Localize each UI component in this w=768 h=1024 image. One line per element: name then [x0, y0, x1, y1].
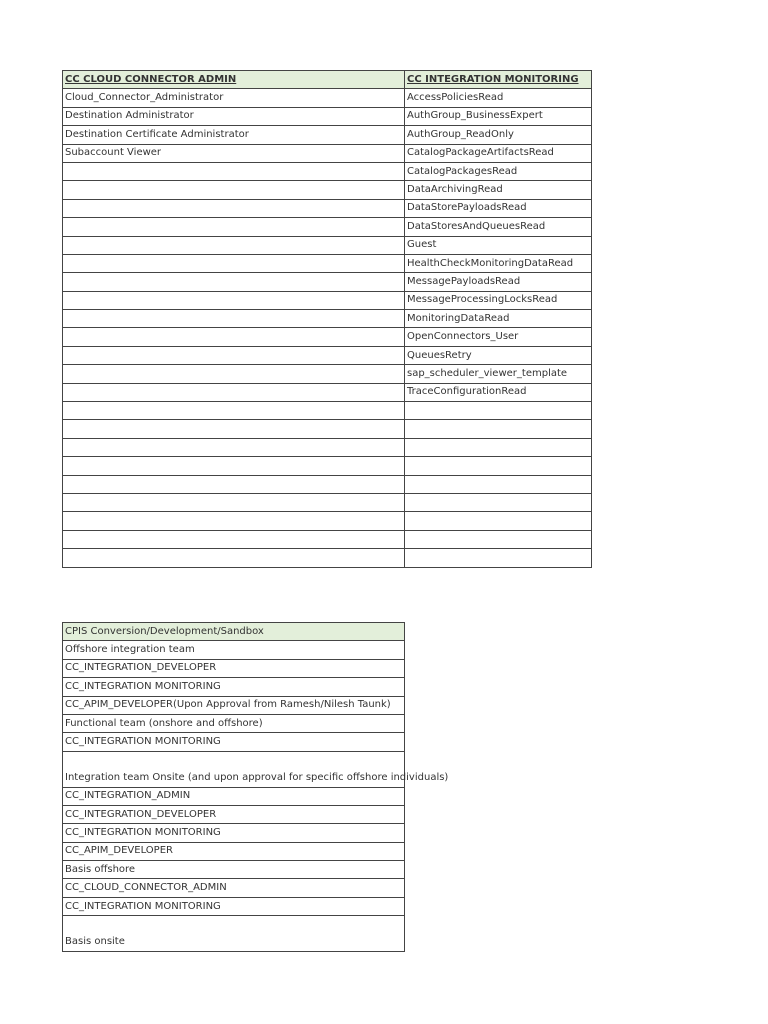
monitoring-role-cell: QueuesRetry — [405, 346, 592, 364]
table-row — [63, 273, 592, 291]
table-row — [63, 493, 592, 511]
monitoring-role-cell: AccessPoliciesRead — [405, 89, 592, 107]
monitoring-role-cell: AuthGroup_ReadOnly — [405, 126, 592, 144]
cloud-connector-role-cell — [63, 512, 405, 530]
environment-access-cell: Functional team (onshore and offshore) — [63, 714, 405, 732]
table-row — [63, 346, 592, 364]
table-row — [63, 530, 592, 548]
cloud-connector-role-cell — [63, 328, 405, 346]
monitoring-role-cell — [405, 402, 592, 420]
table-row — [63, 89, 592, 107]
environment-access-cell: CC_INTEGRATION_DEVELOPER — [63, 805, 405, 823]
cloud-connector-role-cell — [63, 236, 405, 254]
monitoring-role-cell: HealthCheckMonitoringDataRead — [405, 254, 592, 272]
environment-access-cell: CC_INTEGRATION MONITORING — [63, 733, 405, 751]
table-row — [63, 310, 592, 328]
cloud-connector-role-cell: Destination Certificate Administrator — [63, 126, 405, 144]
monitoring-role-cell — [405, 420, 592, 438]
environment-access-cell: Offshore integration team — [63, 641, 405, 659]
table-row — [63, 236, 592, 254]
table-row — [63, 420, 592, 438]
table-row — [63, 383, 592, 401]
monitoring-role-cell: DataArchivingRead — [405, 181, 592, 199]
cloud-connector-role-cell — [63, 254, 405, 272]
list-item — [63, 678, 405, 696]
table-row — [63, 438, 592, 456]
cloud-connector-role-cell — [63, 199, 405, 217]
list-item — [63, 879, 405, 897]
environment-access-cell: CC_INTEGRATION MONITORING — [63, 897, 405, 915]
cloud-connector-role-cell: Destination Administrator — [63, 107, 405, 125]
table-row — [63, 254, 592, 272]
cloud-connector-role-cell — [63, 420, 405, 438]
table-row — [63, 144, 592, 162]
cloud-connector-role-cell — [63, 273, 405, 291]
cloud-connector-role-cell — [63, 346, 405, 364]
list-item — [63, 696, 405, 714]
cloud-connector-role-cell — [63, 365, 405, 383]
monitoring-role-cell — [405, 549, 592, 567]
cloud-connector-role-cell: Cloud_Connector_Administrator — [63, 89, 405, 107]
list-item — [63, 751, 405, 769]
monitoring-role-cell: CatalogPackagesRead — [405, 162, 592, 180]
table-row — [63, 218, 592, 236]
list-item — [63, 714, 405, 732]
environment-access-cell — [63, 751, 405, 769]
cloud-connector-admin-header: CC CLOUD CONNECTOR ADMIN — [63, 71, 405, 89]
environment-access-cell: Basis onsite — [63, 934, 405, 952]
list-item — [63, 824, 405, 842]
list-item — [63, 842, 405, 860]
environment-access-cell: CC_APIM_DEVELOPER — [63, 842, 405, 860]
cloud-connector-role-cell: Subaccount Viewer — [63, 144, 405, 162]
table-row — [63, 328, 592, 346]
monitoring-role-cell — [405, 512, 592, 530]
monitoring-role-cell: DataStoresAndQueuesRead — [405, 218, 592, 236]
list-item — [63, 934, 405, 952]
cloud-connector-role-cell — [63, 402, 405, 420]
list-item — [63, 916, 405, 934]
list-item — [63, 787, 405, 805]
cloud-connector-role-cell — [63, 310, 405, 328]
environment-access-cell — [63, 916, 405, 934]
list-item — [63, 861, 405, 879]
cloud-connector-role-cell — [63, 383, 405, 401]
environment-access-cell: Basis offshore — [63, 861, 405, 879]
table-row — [63, 291, 592, 309]
roles-table — [62, 70, 592, 568]
list-item — [63, 769, 405, 787]
integration-monitoring-header: CC INTEGRATION MONITORING — [405, 71, 592, 89]
table-row — [63, 549, 592, 567]
cloud-connector-role-cell — [63, 181, 405, 199]
environment-access-cell: CC_INTEGRATION MONITORING — [63, 824, 405, 842]
list-item — [63, 733, 405, 751]
environment-access-cell: CC_APIM_DEVELOPER(Upon Approval from Ramesh/Nilesh Taunk) — [63, 696, 405, 714]
table-row — [63, 512, 592, 530]
cloud-connector-role-cell — [63, 457, 405, 475]
environment-access-cell: CC_INTEGRATION_DEVELOPER — [63, 659, 405, 677]
monitoring-role-cell: sap_scheduler_viewer_template — [405, 365, 592, 383]
cloud-connector-role-cell — [63, 162, 405, 180]
monitoring-role-cell: MonitoringDataRead — [405, 310, 592, 328]
monitoring-role-cell — [405, 438, 592, 456]
table-row — [63, 107, 592, 125]
table-row — [63, 199, 592, 217]
environment-access-cell: CC_CLOUD_CONNECTOR_ADMIN — [63, 879, 405, 897]
environment-access-cell: CC_INTEGRATION_ADMIN — [63, 787, 405, 805]
monitoring-role-cell: Guest — [405, 236, 592, 254]
cloud-connector-role-cell — [63, 438, 405, 456]
table-row — [63, 126, 592, 144]
monitoring-role-cell: DataStorePayloadsRead — [405, 199, 592, 217]
monitoring-role-cell: TraceConfigurationRead — [405, 383, 592, 401]
environment-header: CPIS Conversion/Development/Sandbox — [63, 623, 405, 641]
list-item — [63, 659, 405, 677]
table-row — [63, 162, 592, 180]
list-item — [63, 641, 405, 659]
monitoring-role-cell: OpenConnectors_User — [405, 328, 592, 346]
environment-access-cell: Integration team Onsite (and upon approval for specific offshore individuals) — [63, 769, 405, 787]
environment-access-table — [62, 622, 449, 952]
table-row — [63, 457, 592, 475]
cloud-connector-role-cell — [63, 291, 405, 309]
cloud-connector-role-cell — [63, 493, 405, 511]
cloud-connector-role-cell — [63, 530, 405, 548]
monitoring-role-cell — [405, 457, 592, 475]
cloud-connector-role-cell — [63, 475, 405, 493]
monitoring-role-cell: MessageProcessingLocksRead — [405, 291, 592, 309]
table-row — [63, 365, 592, 383]
monitoring-role-cell — [405, 493, 592, 511]
monitoring-role-cell: CatalogPackageArtifactsRead — [405, 144, 592, 162]
cloud-connector-role-cell — [63, 218, 405, 236]
monitoring-role-cell — [405, 475, 592, 493]
header-row — [63, 71, 592, 89]
environment-access-cell: CC_INTEGRATION MONITORING — [63, 678, 405, 696]
monitoring-role-cell — [405, 530, 592, 548]
table-row — [63, 181, 592, 199]
list-item — [63, 805, 405, 823]
cloud-connector-role-cell — [63, 549, 405, 567]
monitoring-role-cell: AuthGroup_BusinessExpert — [405, 107, 592, 125]
table-row — [63, 475, 592, 493]
list-item — [63, 897, 405, 915]
table-row — [63, 402, 592, 420]
monitoring-role-cell: MessagePayloadsRead — [405, 273, 592, 291]
